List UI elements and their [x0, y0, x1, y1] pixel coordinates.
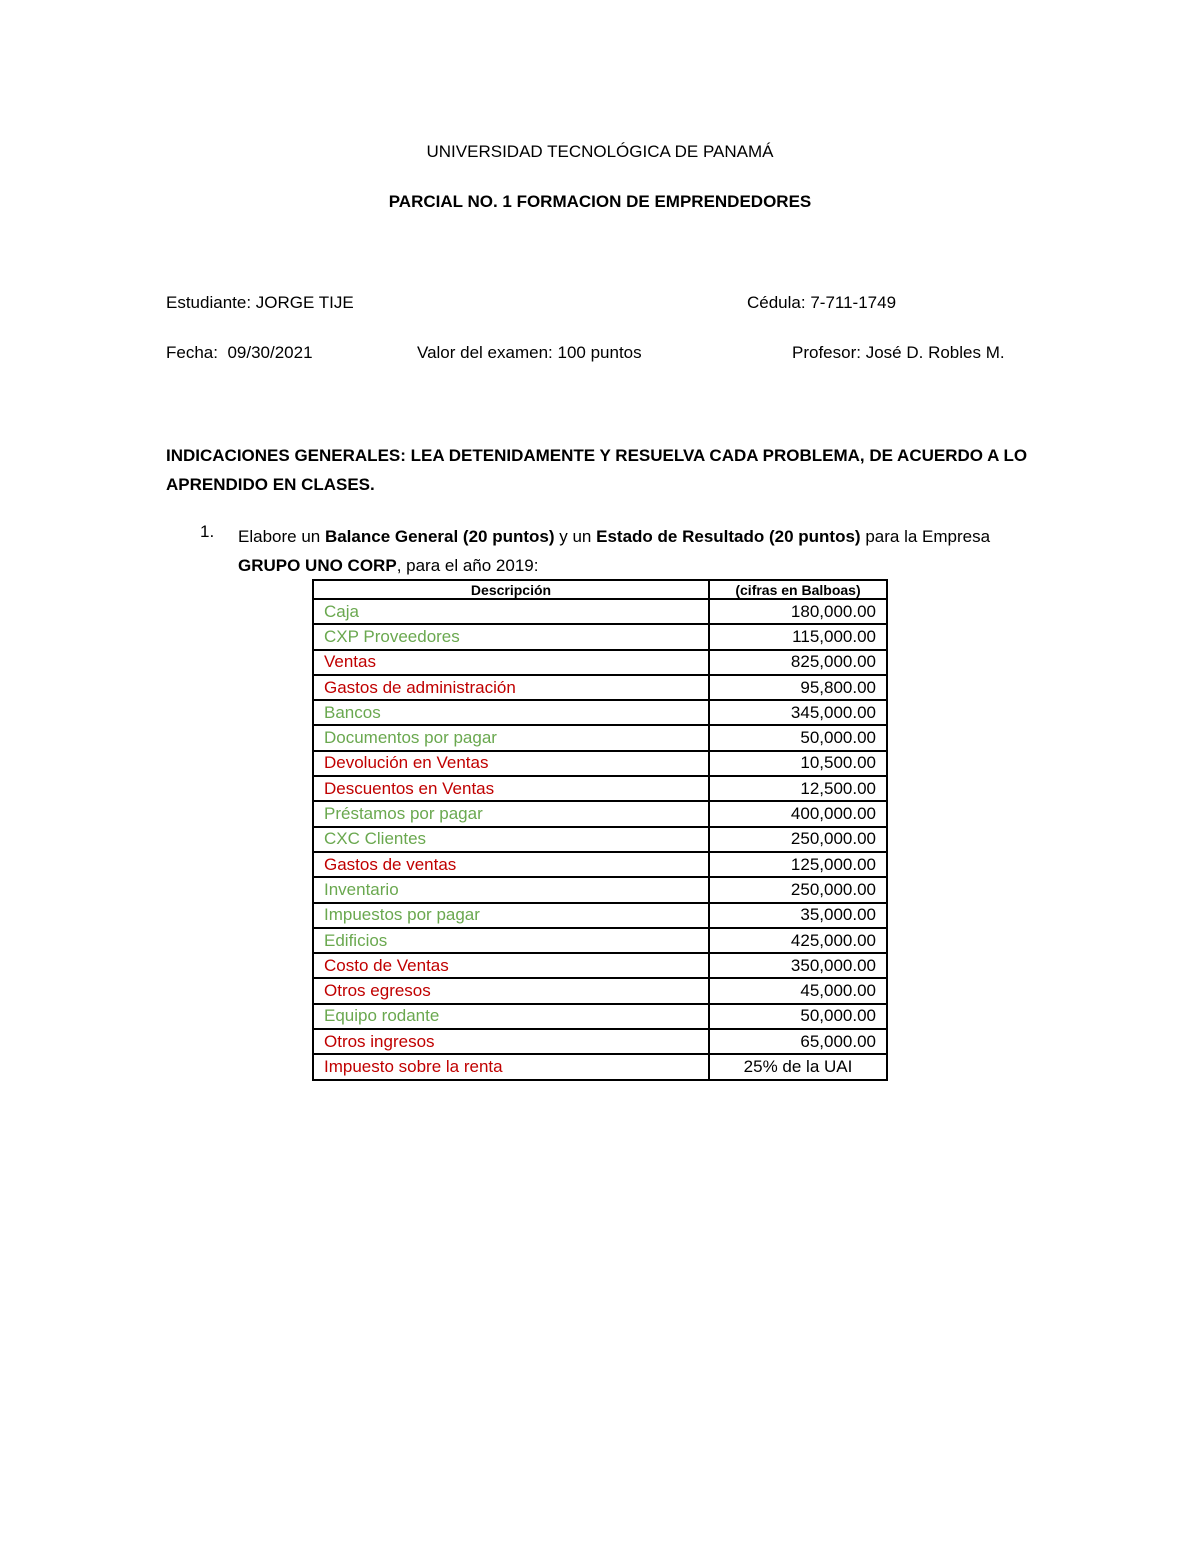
- id-line: [747, 293, 896, 313]
- company-name: GRUPO UNO CORP: [238, 556, 397, 575]
- table-row: [313, 1054, 887, 1079]
- table-row: [313, 700, 887, 725]
- account-value: 25% de la UAI: [709, 1054, 887, 1079]
- account-name: Edificios: [313, 928, 709, 953]
- account-value: 115,000.00: [709, 624, 887, 649]
- table-row: [313, 650, 887, 675]
- account-name: Costo de Ventas: [313, 953, 709, 978]
- general-instructions: INDICACIONES GENERALES: LEA DETENIDAMENTE Y RESUELVA CADA PROBLEMA, DE ACUERDO A LO APRENDIDO EN CLASES.: [166, 446, 1028, 494]
- account-name: Descuentos en Ventas: [313, 776, 709, 801]
- accounts-table: [312, 579, 888, 1081]
- account-value: 250,000.00: [709, 827, 887, 852]
- account-value: 50,000.00: [709, 725, 887, 750]
- question-text-4: , para el año 2019:: [396, 556, 539, 575]
- date-line: [166, 343, 313, 363]
- university-title: UNIVERSIDAD TECNOLÓGICA DE PANAMÁ: [426, 142, 774, 161]
- account-value: 95,800.00: [709, 675, 887, 700]
- question-text-2: y un: [554, 527, 597, 546]
- table-row: [313, 801, 887, 826]
- account-value: 50,000.00: [709, 1004, 887, 1029]
- account-value: 10,500.00: [709, 751, 887, 776]
- account-name: Equipo rodante: [313, 1004, 709, 1029]
- exam-value-label: Valor del examen:: [417, 343, 553, 362]
- table-row: [313, 978, 887, 1003]
- professor-line: [792, 343, 1005, 363]
- account-value: 400,000.00: [709, 801, 887, 826]
- question-text-3: para la Empresa: [860, 527, 991, 546]
- balance-general-label: Balance General (20 puntos): [324, 527, 555, 546]
- table-row: [313, 903, 887, 928]
- account-name: Otros ingresos: [313, 1029, 709, 1054]
- professor-name: José D. Robles M.: [865, 343, 1005, 362]
- exam-value-line: [417, 343, 642, 363]
- account-value: 125,000.00: [709, 852, 887, 877]
- id-label: Cédula:: [747, 293, 806, 312]
- question-text: [238, 522, 1038, 580]
- account-name: Impuesto sobre la renta: [313, 1054, 709, 1079]
- table-row: [313, 827, 887, 852]
- account-value: 45,000.00: [709, 978, 887, 1003]
- account-name: Inventario: [313, 877, 709, 902]
- table-row: [313, 599, 887, 624]
- account-name: Caja: [313, 599, 709, 624]
- table-row: [313, 1004, 887, 1029]
- header-value: (cifras en Balboas): [709, 580, 887, 599]
- id-value: 7-711-1749: [810, 293, 897, 312]
- header-description: Descripción: [313, 580, 709, 599]
- account-value: 425,000.00: [709, 928, 887, 953]
- table-row: [313, 675, 887, 700]
- account-name: Ventas: [313, 650, 709, 675]
- account-value: 180,000.00: [709, 599, 887, 624]
- professor-label: Profesor:: [792, 343, 861, 362]
- account-name: Bancos: [313, 700, 709, 725]
- table-row: [313, 877, 887, 902]
- account-value: 825,000.00: [709, 650, 887, 675]
- exam-value: 100 puntos: [557, 343, 642, 362]
- date-label: Fecha:: [166, 343, 218, 362]
- table-row: [313, 725, 887, 750]
- account-name: CXP Proveedores: [313, 624, 709, 649]
- table-row: [313, 953, 887, 978]
- account-name: Gastos de ventas: [313, 852, 709, 877]
- date-value: 09/30/2021: [227, 343, 313, 362]
- table-header-row: [313, 580, 887, 599]
- table-row: [313, 1029, 887, 1054]
- account-name: Impuestos por pagar: [313, 903, 709, 928]
- student-name: JORGE TIJE: [255, 293, 354, 312]
- account-value: 250,000.00: [709, 877, 887, 902]
- account-value: 35,000.00: [709, 903, 887, 928]
- account-name: Gastos de administración: [313, 675, 709, 700]
- question-text-1: Elabore un: [238, 527, 325, 546]
- table-row: [313, 751, 887, 776]
- table-row: [313, 928, 887, 953]
- exam-title: PARCIAL NO. 1 FORMACION DE EMPRENDEDORES: [388, 192, 812, 211]
- table-row: [313, 852, 887, 877]
- account-value: 65,000.00: [709, 1029, 887, 1054]
- question-number: 1.: [200, 522, 215, 541]
- account-value: 350,000.00: [709, 953, 887, 978]
- account-name: Otros egresos: [313, 978, 709, 1003]
- account-value: 12,500.00: [709, 776, 887, 801]
- account-name: Devolución en Ventas: [313, 751, 709, 776]
- account-name: Documentos por pagar: [313, 725, 709, 750]
- account-name: CXC Clientes: [313, 827, 709, 852]
- student-line: [166, 293, 354, 313]
- student-label: Estudiante:: [166, 293, 252, 312]
- account-name: Préstamos por pagar: [313, 801, 709, 826]
- table-row: [313, 776, 887, 801]
- estado-resultado-label: Estado de Resultado (20 puntos): [596, 527, 861, 546]
- account-value: 345,000.00: [709, 700, 887, 725]
- table-row: [313, 624, 887, 649]
